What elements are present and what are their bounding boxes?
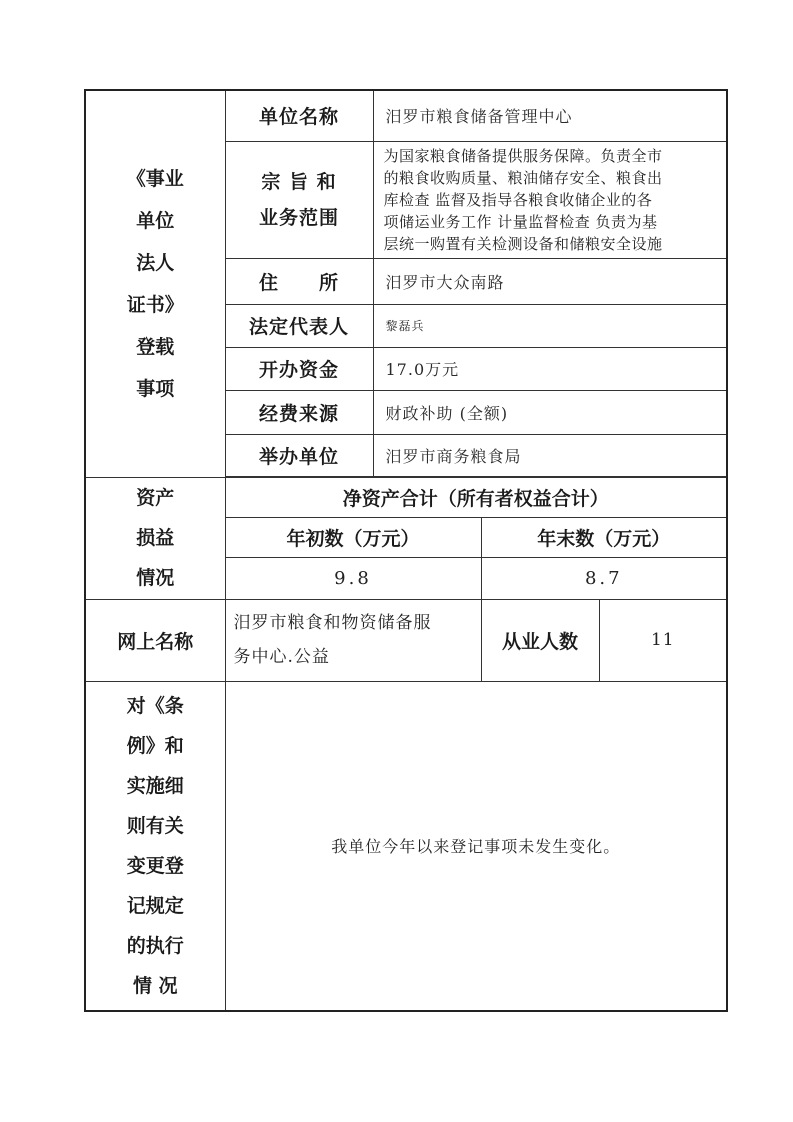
category-line: 单位: [136, 209, 175, 232]
end-of-year-label: 年末数（万元）: [481, 517, 727, 557]
capital-label: 开办资金: [225, 347, 373, 390]
scope-line: 层统一购置有关检测设备和储粮安全设施: [383, 234, 663, 253]
scope-label-line: 宗 旨 和: [261, 170, 337, 193]
category-line: 资产: [136, 487, 175, 509]
category-line: 损益: [136, 527, 175, 549]
category-line: 的执行: [126, 934, 184, 957]
category-line: 情况: [136, 567, 175, 589]
category-line: 对《条: [126, 694, 184, 717]
net-assets-header: 净资产合计（所有者权益合计）: [225, 477, 727, 517]
start-of-year-value: 9.8: [225, 557, 481, 599]
category-line: 记规定: [126, 894, 184, 917]
scope-line: 项储运业务工作 计量监督检查 负责为基: [383, 212, 658, 231]
category-line: 则有关: [126, 814, 184, 837]
category-line: 《事业: [126, 167, 184, 190]
scope-value: [373, 141, 727, 258]
scope-label: [225, 141, 373, 258]
registration-category-cell: [85, 90, 225, 477]
unit-name-value: 汨罗市粮食储备管理中心: [373, 90, 727, 141]
online-name-value: [225, 599, 481, 681]
scope-line: 为国家粮食储备提供服务保障。负责全市: [383, 146, 663, 165]
funding-value: 财政补助 (全额): [373, 390, 727, 434]
end-of-year-value: 8.7: [481, 557, 727, 599]
funding-label: 经费来源: [225, 390, 373, 434]
sponsor-label: 举办单位: [225, 434, 373, 476]
compliance-category-cell: [85, 681, 225, 1011]
online-name-line: 务中心.公益: [233, 647, 330, 667]
address-label: 住 所: [225, 258, 373, 304]
start-of-year-label: 年初数（万元）: [225, 517, 481, 557]
scope-line: 的粮食收购质量、粮油储存安全、粮食出: [383, 168, 663, 187]
unit-name-label: 单位名称: [225, 90, 373, 141]
category-line: 事项: [136, 377, 175, 400]
category-line: 变更登: [126, 854, 184, 877]
category-line: 实施细: [126, 774, 184, 797]
sponsor-value: 汨罗市商务粮食局: [373, 434, 727, 476]
online-name-label: 网上名称: [85, 599, 225, 681]
category-line: 例》和: [126, 734, 184, 757]
assets-category-cell: [85, 477, 225, 599]
legal-rep-value: 黎磊兵: [373, 304, 727, 347]
registration-form-table: [84, 89, 728, 1012]
scope-label-line: 业务范围: [258, 206, 339, 229]
address-value: 汨罗市大众南路: [373, 258, 727, 304]
category-line: 法人: [136, 251, 175, 274]
compliance-statement: 我单位今年以来登记事项未发生变化。: [225, 681, 727, 1011]
online-name-line: 汨罗市粮食和物资储备服: [233, 613, 432, 633]
legal-rep-label: 法定代表人: [225, 304, 373, 347]
category-line: 证书》: [126, 293, 184, 316]
scope-line: 库检查 监督及指导各粮食收储企业的各: [383, 190, 653, 209]
category-line: 情 况: [132, 974, 178, 997]
staff-count-label: 从业人数: [481, 599, 599, 681]
capital-value: 17.0万元: [373, 347, 727, 390]
category-line: 登载: [136, 335, 175, 358]
staff-count-value: 11: [599, 599, 727, 681]
